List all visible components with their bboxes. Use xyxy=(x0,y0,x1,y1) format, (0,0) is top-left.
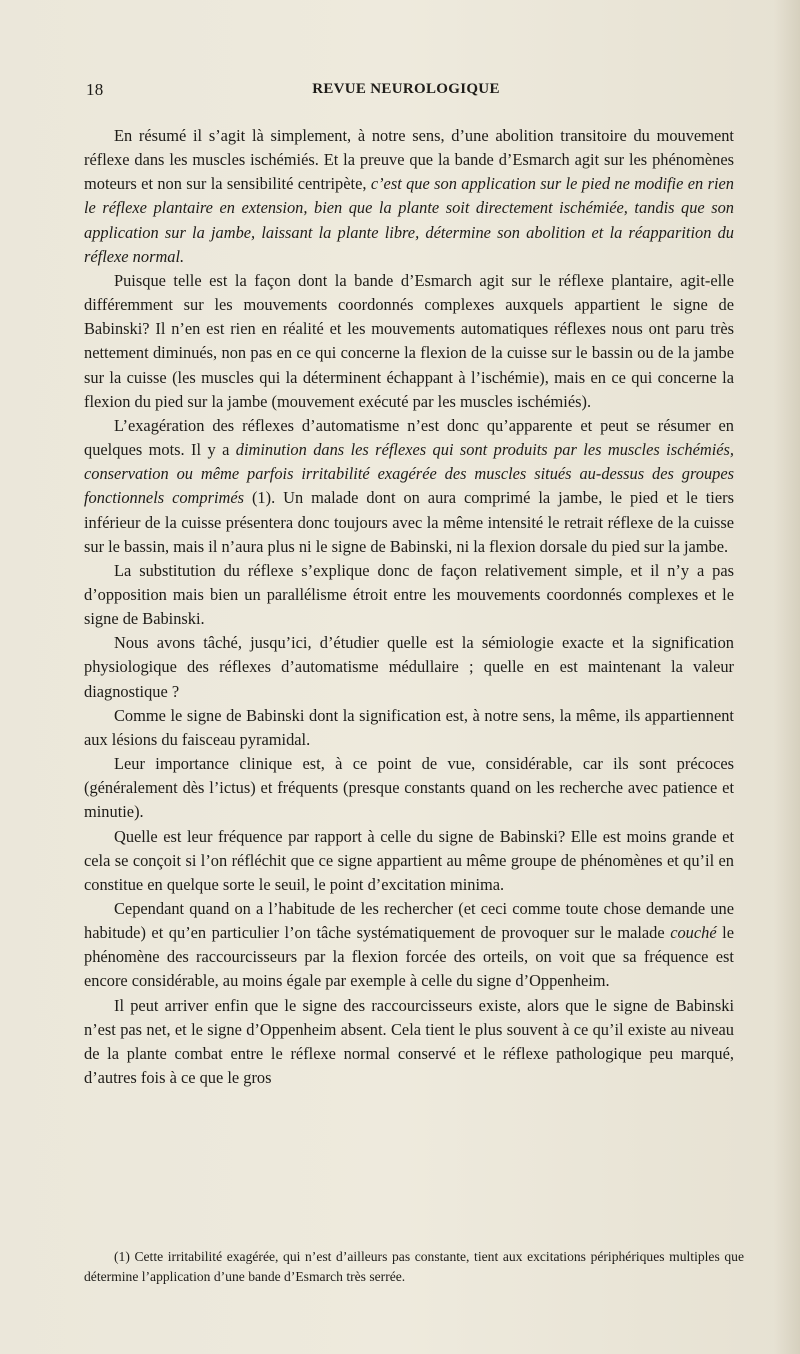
paragraph: La substitution du réflexe s’explique donc de façon relativement simple, et il n’y a pas d’opposition mais bien un parallélisme étroit entre les mouvements coordonnés complexes et le signe de Babinski. xyxy=(84,560,734,629)
footnote xyxy=(84,1247,744,1287)
running-head xyxy=(86,80,726,102)
paragraph: Nous avons tâché, jusqu’ici, d’étudier quelle est la sémiologie exacte et la signification physiologique des réflexes d’automatisme médullaire ; quelle en est maintenant la valeur diagnostique ? xyxy=(84,633,734,701)
paragraph: En résumé il s’agit là simplement, à notre sens, d’une abolition transitoire du mouvement réflexe dans les muscles ischémiés. Et la preuve que la bande d’Esmarch agit sur les phénomènes moteurs et non sur la sensibilité centripète, c’est que son application sur le pied ne modifie en rien le réflexe plantaire en extension, bien que la plante soit directement ischémiée, tandis que son application sur la jambe, laissant la plante libre, détermine son abolition et la réapparition du réflexe normal. xyxy=(84,126,734,266)
article-body xyxy=(84,124,734,1090)
journal-title: REVUE NEUROLOGIQUE xyxy=(312,81,500,97)
paragraph: Comme le signe de Babinski dont la signification est, à notre sens, la même, ils appartiennent aux lésions du faisceau pyramidal. xyxy=(84,705,734,749)
page-edge-shadow xyxy=(774,0,800,1354)
paragraph: Quelle est leur fréquence par rapport à celle du signe de Babinski? Elle est moins grande et cela se conçoit si l’on réfléchit que ce signe appartient au même groupe de phénomènes et qu’il en constitue en quelque sorte le seuil, le point d’excitation minima. xyxy=(84,826,734,894)
paragraph: Leur importance clinique est, à ce point de vue, considérable, car ils sont précoces (généralement dès l’ictus) et fréquents (presque constants quand on les recherche avec patience et minutie). xyxy=(84,754,734,822)
paragraph: Cependant quand on a l’habitude de les rechercher (et ceci comme toute chose demande une habitude) et qu’en particulier l’on tâche systématiquement de provoquer sur le malade couché le phénomène des raccourcisseurs par la flexion forcée des orteils, on voit que sa fréquence est encore considérable, au moins égale par exemple à celle du signe d’Oppenheim. xyxy=(84,899,734,991)
footnote-text: (1) Cette irritabilité exagérée, qui n’est d’ailleurs pas constante, tient aux excitations périphériques multiples que détermine l’application d’une bande d’Esmarch très serrée. xyxy=(84,1249,744,1284)
paragraph: Puisque telle est la façon dont la bande d’Esmarch agit sur le réflexe plantaire, agit-elle différemment sur les mouvements coordonnés complexes auxquels appartient le signe de Babinski? Il n’en est rien en réalité et les mouvements automatiques réflexes nous ont paru très nettement diminués, non pas en ce qui concerne la flexion de la cuisse sur le bassin ou de la jambe sur la cuisse (les muscles qui la déterminent échappant à l’ischémie), mais en ce qui concerne la flexion du pied sur la jambe (mouvement exécuté par les muscles ischémiés). xyxy=(84,270,734,411)
paragraph: L’exagération des réflexes d’automatisme n’est donc qu’apparente et peut se résumer en quelques mots. Il y a diminution dans les réflexes qui sont produits par les muscles ischémiés, conservation ou même parfois irritabilité exagérée des muscles situés au-dessus des groupes fonctionnels comprimés (1). Un malade dont on aura comprimé la jambe, le pied et le tiers inférieur de la cuisse présentera donc toujours avec la même intensité le retrait réflexe de la cuisse sur le bassin, mais il n’aura plus ni le signe de Babinski, ni la flexion dorsale du pied sur la jambe. xyxy=(84,415,734,556)
page-number: 18 xyxy=(86,80,104,99)
paragraph: Il peut arriver enfin que le signe des raccourcisseurs existe, alors que le signe de Babinski n’est pas net, et le signe d’Oppenheim absent. Cela tient le plus souvent à ce qu’il existe au niveau de la plante combat entre le réflexe normal conservé et le réflexe pathologique peu marqué, d’autres fois à ce que le gros xyxy=(84,995,734,1088)
